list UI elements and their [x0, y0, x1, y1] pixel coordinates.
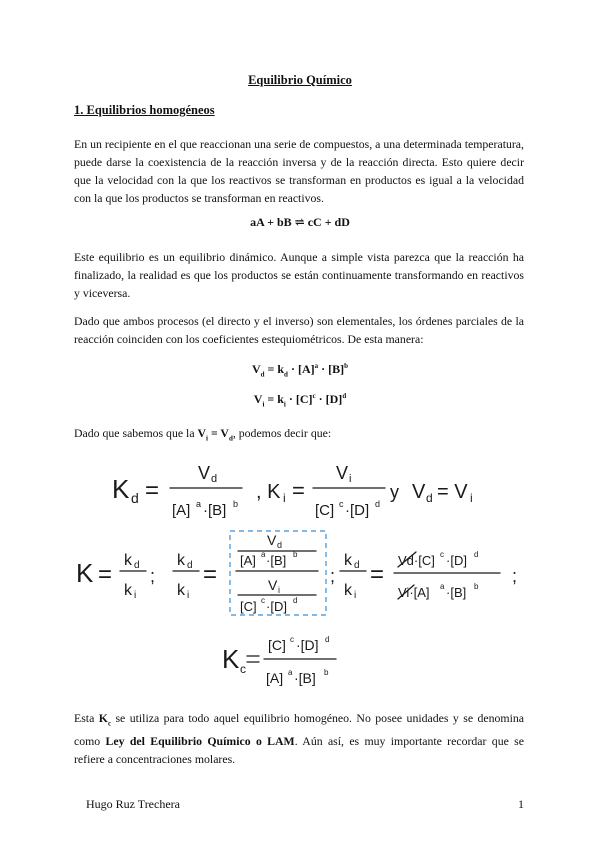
- handwritten-line-1: [112, 463, 473, 519]
- svg-text:=: =: [292, 478, 305, 503]
- svg-text:i: i: [134, 590, 137, 601]
- svg-text:K: K: [222, 644, 240, 674]
- handwritten-derivation: [0, 455, 600, 705]
- svg-text:k: k: [344, 552, 352, 569]
- svg-text:c: c: [261, 596, 265, 605]
- svg-text:·[D]: ·[D]: [296, 637, 319, 653]
- svg-text:;: ;: [330, 566, 336, 586]
- svg-text:·[D]: ·[D]: [446, 553, 467, 568]
- svg-text:d: d: [134, 560, 140, 571]
- svg-text:d: d: [474, 550, 479, 559]
- svg-text:c: c: [440, 550, 444, 559]
- svg-text:i: i: [354, 590, 357, 601]
- svg-text:d: d: [354, 560, 360, 571]
- svg-text:i: i: [187, 590, 190, 601]
- paragraph-dynamic-equilibrium: Este equilibrio es un equilibrio dinámico. Aunque a simple vista parezca que la reacción ha finalizado, la realidad es que los productos se están continuamente transformando en reactivos y viceversa.: [74, 250, 524, 300]
- svg-text:c: c: [290, 635, 294, 644]
- svg-text:y: y: [390, 482, 399, 502]
- svg-text:K: K: [76, 558, 94, 588]
- svg-text:a: a: [440, 582, 445, 591]
- rate-equation-inverse: $V_i = k_i \cdot [C]^c \cdot [D]^d$: [253, 392, 347, 409]
- svg-text:c: c: [339, 499, 344, 509]
- footer-author: Hugo Ruz Trechera: [86, 797, 180, 811]
- svg-text:K: K: [112, 474, 130, 504]
- svg-text:Vi·[A]: Vi·[A]: [398, 585, 430, 600]
- svg-text:d: d: [325, 635, 330, 644]
- svg-text:[C]: [C]: [240, 599, 257, 614]
- svg-text:i: i: [278, 585, 280, 595]
- svg-text:d: d: [187, 560, 193, 571]
- svg-text:a: a: [288, 668, 293, 677]
- svg-text:i: i: [349, 473, 352, 485]
- svg-text:V: V: [198, 463, 211, 483]
- rate-equation-direct: $V_d = k_d \cdot [A]^a \cdot [B]^b$: [251, 362, 349, 379]
- svg-text:d: d: [375, 499, 381, 509]
- svg-text:=: =: [145, 477, 160, 504]
- svg-text:=: =: [203, 561, 218, 588]
- svg-text:[A]: [A]: [172, 502, 191, 519]
- svg-text:b: b: [293, 550, 298, 559]
- svg-text:d: d: [131, 490, 139, 506]
- svg-text:·[B]: ·[B]: [294, 670, 316, 686]
- svg-text:d: d: [277, 540, 283, 550]
- paragraph-intro: En un recipiente en el que reaccionan una serie de compuestos, a una determinada temperatura, puede darse la coexistencia de la reacción inversa y de la reacción directa. Esto quiere decir que la velocidad con la que los reactivos se transforman en productos es igual a la velocidad con la que los productos se transforman en reactivos.: [74, 137, 524, 205]
- paragraph-elementary-processes: Dado que ambos procesos (el directo y el inverso) son elementales, los órdenes parciales de la reacción coinciden con los coeficientes estequiométricos. De esta manera:: [74, 314, 524, 346]
- svg-text:=: =: [98, 561, 113, 588]
- svg-text:a: a: [261, 550, 266, 559]
- svg-text:V: V: [268, 577, 278, 593]
- svg-text:=: =: [370, 561, 385, 588]
- paragraph-lam: Esta $K_c$ se utiliza para todo aquel equilibrio homogéneo. No posee unidades y se denomina como Ley del Equilibrio Químico o LAM. Aún así, es muy importante recordar que se refiere a concentraciones molares.: [74, 711, 525, 767]
- svg-text:c: c: [240, 662, 246, 676]
- svg-text:Vd·[C]: Vd·[C]: [398, 553, 435, 568]
- footer-page-number: 1: [518, 797, 524, 811]
- svg-text:k: k: [124, 552, 132, 569]
- svg-text:d: d: [426, 491, 433, 505]
- reaction-equation: aA + bB ⇌ cC + dD: [250, 215, 350, 229]
- svg-text:i: i: [470, 491, 473, 505]
- svg-text:b: b: [474, 582, 479, 591]
- svg-text:·[D]: ·[D]: [266, 599, 287, 614]
- svg-text:;: ;: [150, 566, 156, 586]
- svg-text:[A]: [A]: [266, 670, 284, 686]
- svg-text:b: b: [324, 668, 329, 677]
- svg-text:[C]: [C]: [315, 502, 335, 519]
- document-title: Equilibrio Químico: [248, 73, 352, 87]
- svg-text:·[B]: ·[B]: [203, 502, 227, 519]
- svg-text:d: d: [293, 596, 298, 605]
- svg-text:[C]: [C]: [268, 637, 286, 653]
- svg-text:d: d: [211, 473, 218, 485]
- svg-text:[A]: [A]: [240, 553, 256, 568]
- paragraph-knowing: Dado que sabemos que la $V_i = V_d$, podemos decir que:: [74, 426, 332, 443]
- svg-text:·[D]: ·[D]: [345, 502, 370, 519]
- svg-text:V: V: [267, 532, 277, 548]
- svg-text:;: ;: [512, 566, 518, 586]
- svg-text:k: k: [344, 582, 352, 599]
- svg-text:k: k: [177, 552, 185, 569]
- svg-text:= V: = V: [437, 481, 468, 503]
- svg-text:k: k: [177, 582, 185, 599]
- svg-text:, K: , K: [256, 481, 281, 503]
- section-heading: 1. Equilibrios homogéneos: [74, 103, 215, 117]
- svg-text:k: k: [124, 582, 132, 599]
- svg-text:·[B]: ·[B]: [446, 585, 467, 600]
- svg-text:a: a: [196, 499, 202, 509]
- handwritten-line-3: [222, 635, 329, 686]
- svg-text:b: b: [233, 499, 239, 509]
- svg-text:V: V: [412, 481, 426, 503]
- svg-text:i: i: [283, 491, 286, 505]
- svg-text:·[B]: ·[B]: [266, 553, 287, 568]
- svg-text:V: V: [336, 463, 349, 483]
